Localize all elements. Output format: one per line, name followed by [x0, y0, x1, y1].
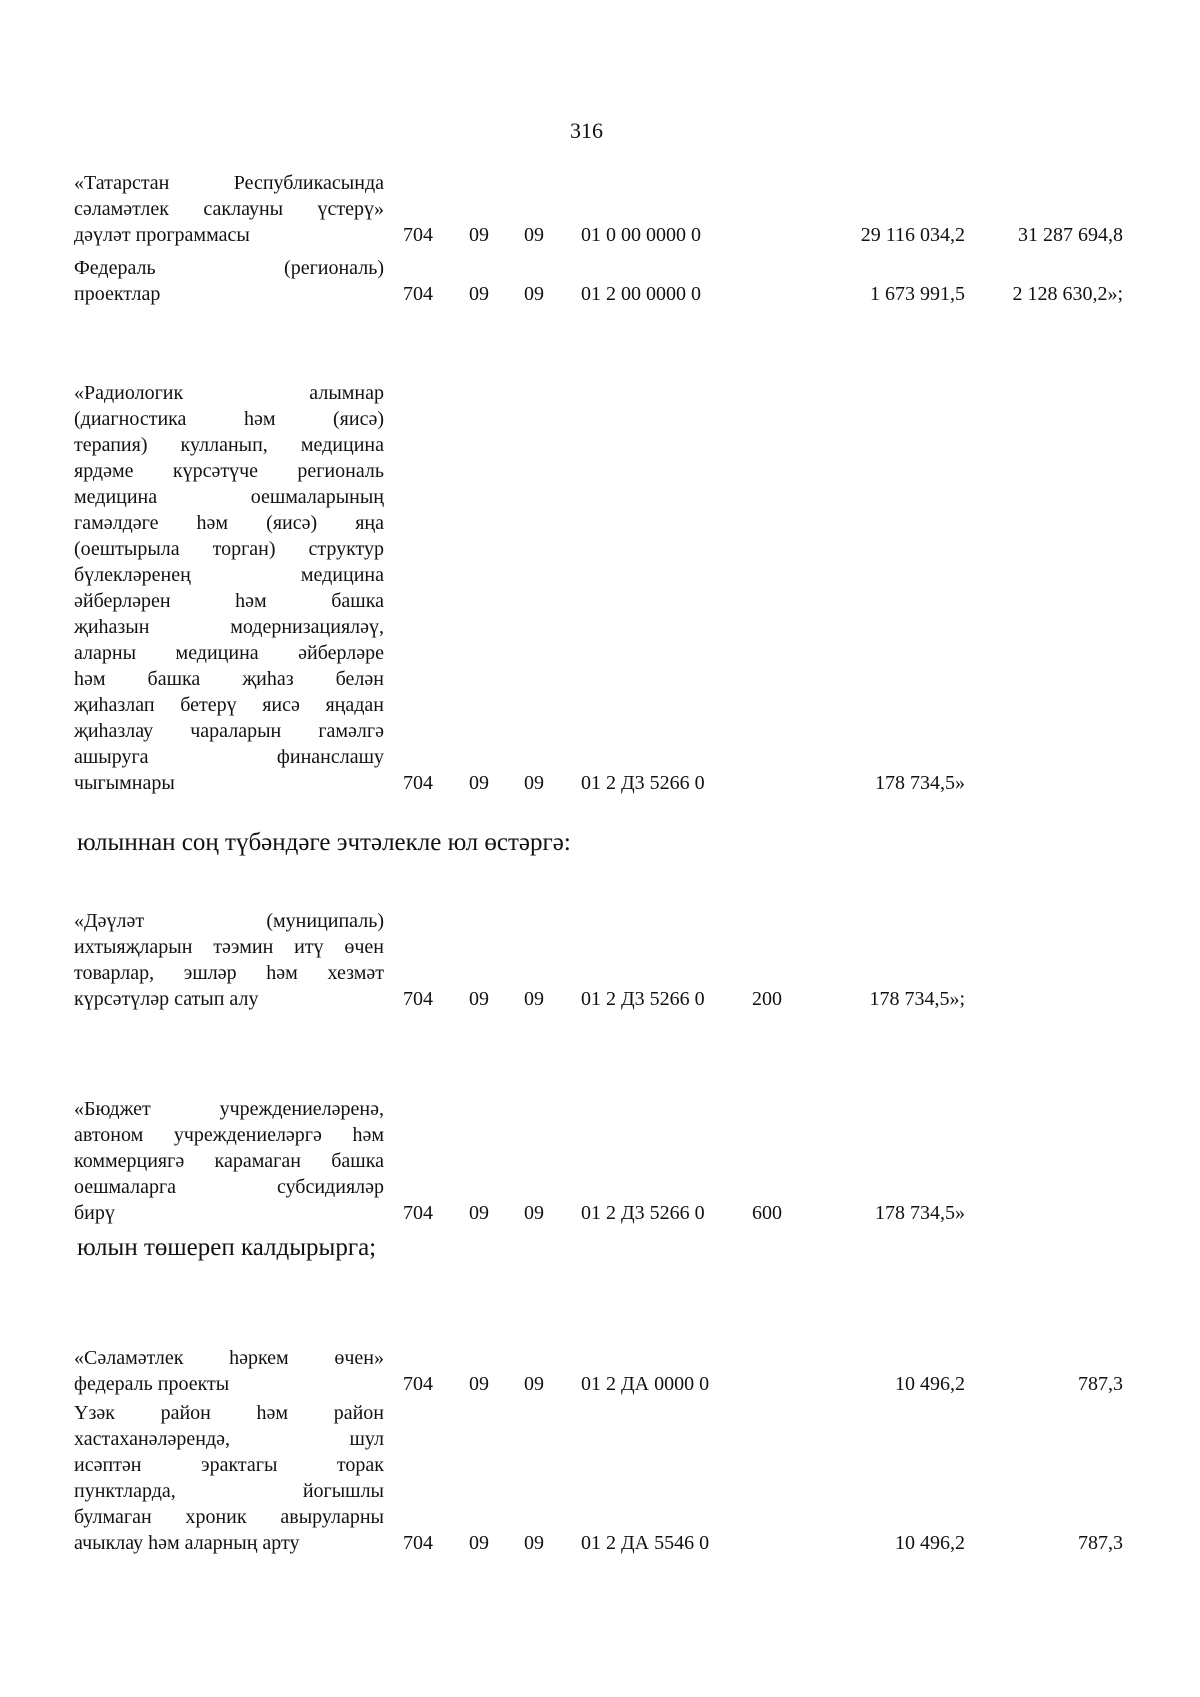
- amendment-note-insert: юлыннан соң түбәндәге эчтәлекле юл өстәргә:: [77, 829, 571, 856]
- description-line: сәламәтлек саклауны үстерү»: [74, 198, 384, 220]
- description-line: оешмаларга субсидияләр: [74, 1176, 384, 1198]
- subsection-code: 09: [524, 988, 544, 1010]
- amount-year-2: 787,3: [1078, 1532, 1123, 1554]
- description-line: ачыклау һәм аларның арту: [74, 1532, 300, 1554]
- amount-year-2: 2 128 630,2»;: [1012, 283, 1123, 305]
- description-line: булмаган хроник авыруларны: [74, 1506, 384, 1528]
- ministry-code: 704: [403, 283, 433, 305]
- expense-type-code: 200: [752, 988, 782, 1010]
- subsection-code: 09: [524, 772, 544, 794]
- target-article-code: 01 2 00 0000 0: [581, 283, 701, 305]
- description-line: «Радиологик алымнар: [74, 382, 384, 404]
- description-line: бүлекләренең медицина: [74, 564, 384, 586]
- section-code: 09: [469, 1202, 489, 1224]
- description-line: һәм башка җиһаз белән: [74, 668, 384, 690]
- section-code: 09: [469, 283, 489, 305]
- description-line: Үзәк район һәм район: [74, 1402, 384, 1424]
- expense-type-code: 600: [752, 1202, 782, 1224]
- target-article-code: 01 2 ДА 5546 0: [581, 1532, 710, 1554]
- row-description: [74, 1096, 384, 1226]
- description-line: (оештырыла торган) структур: [74, 538, 384, 560]
- row-description: [74, 1345, 384, 1397]
- amount-year-1: 178 734,5»;: [869, 988, 965, 1010]
- row-description: [74, 255, 384, 307]
- ministry-code: 704: [403, 224, 433, 246]
- description-line: коммерциягә карамаган башка: [74, 1150, 384, 1172]
- amount-year-1: 29 116 034,2: [860, 224, 965, 246]
- section-code: 09: [469, 988, 489, 1010]
- amount-year-2: 787,3: [1078, 1373, 1123, 1395]
- description-line: (диагностика һәм (яисә): [74, 408, 384, 430]
- description-line: автоном учреждениеләргә һәм: [74, 1124, 384, 1146]
- target-article-code: 01 2 Д3 5266 0: [581, 1202, 705, 1224]
- description-line: «Дәүләт (муниципаль): [74, 910, 384, 932]
- amount-year-1: 1 673 991,5: [870, 283, 965, 305]
- target-article-code: 01 2 ДА 0000 0: [581, 1373, 710, 1395]
- amendment-note-remove: юлын төшереп калдырырга;: [77, 1234, 377, 1261]
- ministry-code: 704: [403, 1373, 433, 1395]
- description-line: «Сәламәтлек һәркем өчен»: [74, 1347, 384, 1369]
- description-line: бирү: [74, 1202, 115, 1224]
- description-line: әйберләрен һәм башка: [74, 590, 384, 612]
- description-line: медицина оешмаларының: [74, 486, 384, 508]
- description-line: ихтыяҗларын тәэмин итү өчен: [74, 936, 384, 958]
- section-code: 09: [469, 772, 489, 794]
- subsection-code: 09: [524, 1373, 544, 1395]
- description-line: җиһазын модернизацияләү,: [74, 616, 384, 638]
- description-line: Федераль (региональ): [74, 257, 384, 279]
- description-line: терапия) кулланып, медицина: [74, 434, 384, 456]
- target-article-code: 01 2 Д3 5266 0: [581, 772, 705, 794]
- row-description: [74, 170, 384, 248]
- ministry-code: 704: [403, 772, 433, 794]
- description-line: чыгымнары: [74, 772, 175, 794]
- row-description: [74, 380, 384, 796]
- target-article-code: 01 0 00 0000 0: [581, 224, 701, 246]
- ministry-code: 704: [403, 1202, 433, 1224]
- description-line: проектлар: [74, 283, 161, 305]
- amount-year-1: 10 496,2: [895, 1373, 965, 1395]
- description-line: пунктларда, йогышлы: [74, 1480, 384, 1502]
- target-article-code: 01 2 Д3 5266 0: [581, 988, 705, 1010]
- description-line: гамәлдәге һәм (яисә) яңа: [74, 512, 384, 534]
- subsection-code: 09: [524, 1202, 544, 1224]
- description-line: федераль проекты: [74, 1373, 230, 1395]
- description-line: товарлар, эшләр һәм хезмәт: [74, 962, 384, 984]
- ministry-code: 704: [403, 1532, 433, 1554]
- amount-year-1: 178 734,5»: [875, 1202, 965, 1224]
- row-description: [74, 908, 384, 1012]
- description-line: ашыруга финанслашу: [74, 746, 384, 768]
- description-line: аларны медицина әйберләре: [74, 642, 384, 664]
- section-code: 09: [469, 1532, 489, 1554]
- subsection-code: 09: [524, 224, 544, 246]
- description-line: «Бюджет учреждениеләренә,: [74, 1098, 384, 1120]
- description-line: җиһазлап бетерү яисә яңадан: [74, 694, 384, 716]
- page-number: 316: [570, 118, 603, 143]
- description-line: күрсәтүләр сатып алу: [74, 988, 259, 1010]
- description-line: ярдәме күрсәтүче региональ: [74, 460, 384, 482]
- ministry-code: 704: [403, 988, 433, 1010]
- description-line: исәптән эрактагы торак: [74, 1454, 384, 1476]
- row-description: [74, 1400, 384, 1556]
- section-code: 09: [469, 1373, 489, 1395]
- amount-year-1: 178 734,5»: [875, 772, 965, 794]
- section-code: 09: [469, 224, 489, 246]
- description-line: «Татарстан Республикасында: [74, 172, 384, 194]
- amount-year-2: 31 287 694,8: [1018, 224, 1123, 246]
- subsection-code: 09: [524, 1532, 544, 1554]
- amount-year-1: 10 496,2: [895, 1532, 965, 1554]
- description-line: хастаханәләрендә, шул: [74, 1428, 384, 1450]
- subsection-code: 09: [524, 283, 544, 305]
- description-line: дәүләт программасы: [74, 224, 250, 246]
- description-line: җиһазлау чараларын гамәлгә: [74, 720, 384, 742]
